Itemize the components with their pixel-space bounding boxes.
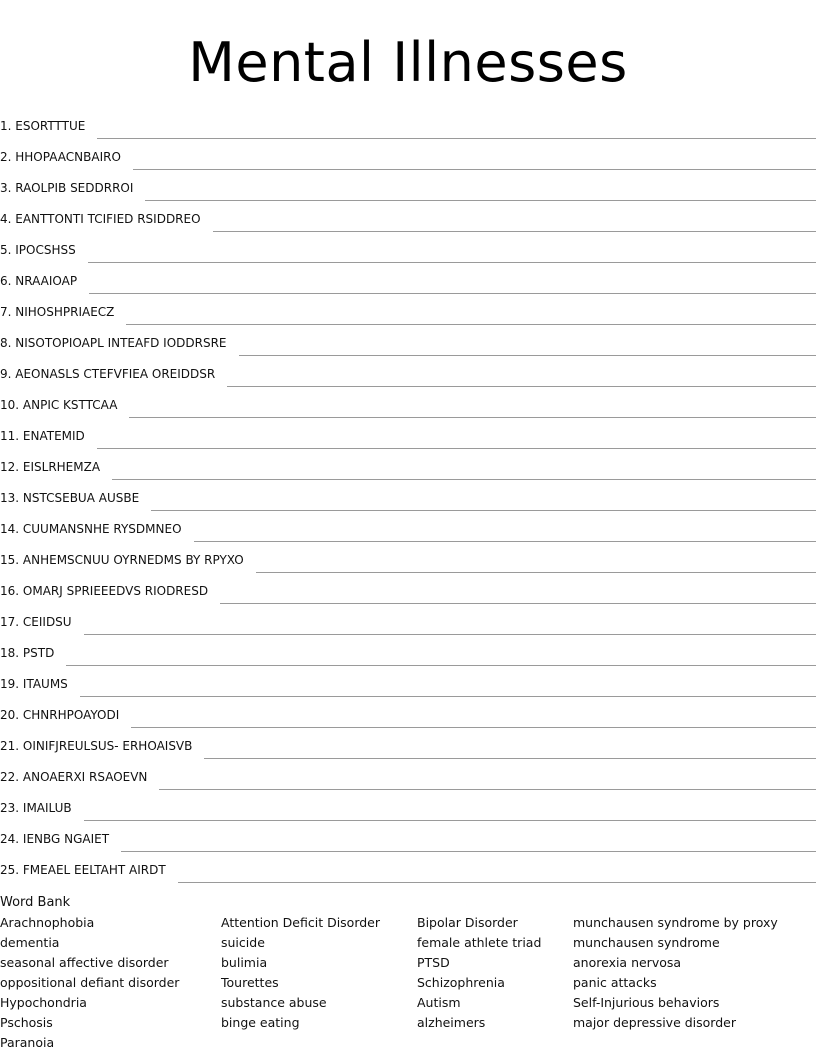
scrambled-word: 21. OINIFJREULSUS- ERHOAISVB: [0, 739, 193, 753]
scrambled-word: 8. NISOTOPIOAPL INTEAFD IODDRSRE: [0, 336, 227, 350]
question-row: [0, 667, 816, 698]
question-row: [0, 698, 816, 729]
answer-line[interactable]: [129, 417, 816, 418]
question-row: [0, 295, 816, 326]
scrambled-word: 2. HHOPAACNBAIRO: [0, 150, 121, 164]
question-row: [0, 791, 816, 822]
question-row: [0, 140, 816, 171]
question-row: [0, 202, 816, 233]
scrambled-word: 24. IENBG NGAIET: [0, 832, 110, 846]
scrambled-word: 23. IMAILUB: [0, 801, 72, 815]
scrambled-word: 17. CEIIDSU: [0, 615, 72, 629]
word-bank-item: Hypochondria: [0, 995, 87, 1010]
scrambled-word: 6. NRAAIOAP: [0, 274, 78, 288]
question-row: [0, 822, 816, 853]
word-bank-item: panic attacks: [573, 975, 657, 990]
scrambled-word: 12. EISLRHEMZA: [0, 460, 101, 474]
answer-line[interactable]: [80, 696, 816, 697]
scrambled-word: 3. RAOLPIB SEDDRROI: [0, 181, 134, 195]
scrambled-word: 5. IPOCSHSS: [0, 243, 76, 257]
word-bank-item: munchausen syndrome by proxy: [573, 915, 778, 930]
answer-line[interactable]: [66, 665, 816, 666]
word-bank-item: Autism: [417, 995, 461, 1010]
question-row: [0, 512, 816, 543]
answer-line[interactable]: [256, 572, 816, 573]
question-row: [0, 171, 816, 202]
word-bank-item: anorexia nervosa: [573, 955, 682, 970]
scrambled-word: 10. ANPIC KSTTCAA: [0, 398, 118, 412]
question-row: [0, 760, 816, 791]
answer-line[interactable]: [97, 448, 816, 449]
answer-line[interactable]: [133, 169, 816, 170]
question-row: [0, 574, 816, 605]
scrambled-word: 19. ITAUMS: [0, 677, 68, 691]
question-row: [0, 388, 816, 419]
word-bank-column-3: [417, 913, 541, 1033]
word-bank-column-2: [221, 913, 380, 1033]
word-bank-item: seasonal affective disorder: [0, 955, 169, 970]
word-bank-item: Bipolar Disorder: [417, 915, 518, 930]
word-bank-item: oppositional defiant disorder: [0, 975, 180, 990]
scrambled-word: 22. ANOAERXI RSAOEVN: [0, 770, 148, 784]
word-bank-column-4: [573, 913, 778, 1033]
answer-line[interactable]: [121, 851, 816, 852]
answer-line[interactable]: [159, 789, 816, 790]
answer-line[interactable]: [145, 200, 816, 201]
word-bank-item: binge eating: [221, 1015, 300, 1030]
answer-line[interactable]: [131, 727, 816, 728]
question-row: [0, 264, 816, 295]
question-row: [0, 853, 816, 884]
word-bank-item: Self-Injurious behaviors: [573, 995, 720, 1010]
answer-line[interactable]: [84, 634, 816, 635]
scrambled-word: 11. ENATEMID: [0, 429, 85, 443]
question-row: [0, 326, 816, 357]
scrambled-word: 20. CHNRHPOAYODI: [0, 708, 120, 722]
scrambled-word: 9. AEONASLS CTEFVFIEA OREIDDSR: [0, 367, 216, 381]
scrambled-word: 14. CUUMANSNHE RYSDMNEO: [0, 522, 182, 536]
question-row: [0, 636, 816, 667]
scrambled-word: 15. ANHEMSCNUU OYRNEDMS BY RPYXO: [0, 553, 244, 567]
word-bank-item: Attention Deficit Disorder: [221, 915, 381, 930]
page-title: Mental Illnesses: [188, 31, 628, 94]
word-bank-item: Pschosis: [0, 1015, 53, 1030]
question-list: [0, 109, 816, 884]
word-bank-title: Word Bank: [0, 895, 71, 910]
word-bank-item: suicide: [221, 935, 265, 950]
question-row: [0, 729, 816, 760]
word-bank-item: munchausen syndrome: [573, 935, 720, 950]
answer-line[interactable]: [204, 758, 816, 759]
answer-line[interactable]: [213, 231, 816, 232]
word-bank-item: Arachnophobia: [0, 915, 95, 930]
answer-line[interactable]: [227, 386, 816, 387]
scrambled-word: 18. PSTD: [0, 646, 55, 660]
answer-line[interactable]: [151, 510, 816, 511]
answer-line[interactable]: [239, 355, 816, 356]
word-bank-item: dementia: [0, 935, 60, 950]
scrambled-word: 13. NSTCSEBUA AUSBE: [0, 491, 140, 505]
question-row: [0, 481, 816, 512]
answer-line[interactable]: [178, 882, 816, 883]
question-row: [0, 233, 816, 264]
word-bank-item: substance abuse: [221, 995, 327, 1010]
scrambled-word: 16. OMARJ SPRIEEEDVS RIODRESD: [0, 584, 209, 598]
word-bank-item: female athlete triad: [417, 935, 542, 950]
question-row: [0, 357, 816, 388]
answer-line[interactable]: [126, 324, 816, 325]
answer-line[interactable]: [220, 603, 816, 604]
question-row: [0, 605, 816, 636]
scrambled-word: 4. EANTTONTI TCIFIED RSIDDREO: [0, 212, 201, 226]
word-bank-item: Paranoia: [0, 1035, 55, 1050]
word-bank-column-1: [0, 913, 179, 1053]
word-bank-item: Tourettes: [221, 975, 279, 990]
word-bank-item: alzheimers: [417, 1015, 486, 1030]
answer-line[interactable]: [112, 479, 816, 480]
answer-line[interactable]: [84, 820, 816, 821]
word-bank-item: Schizophrenia: [417, 975, 505, 990]
word-bank-item: bulimia: [221, 955, 268, 970]
word-bank-item: major depressive disorder: [573, 1015, 736, 1030]
answer-line[interactable]: [89, 293, 816, 294]
question-row: [0, 543, 816, 574]
answer-line[interactable]: [88, 262, 816, 263]
scrambled-word: 7. NIHOSHPRIAECZ: [0, 305, 115, 319]
answer-line[interactable]: [194, 541, 816, 542]
question-row: [0, 109, 816, 140]
question-row: [0, 419, 816, 450]
question-row: [0, 450, 816, 481]
answer-line[interactable]: [97, 138, 816, 139]
word-bank-item: PTSD: [417, 955, 450, 970]
scrambled-word: 25. FMEAEL EELTAHT AIRDT: [0, 863, 166, 877]
scrambled-word: 1. ESORTTTUE: [0, 119, 86, 133]
